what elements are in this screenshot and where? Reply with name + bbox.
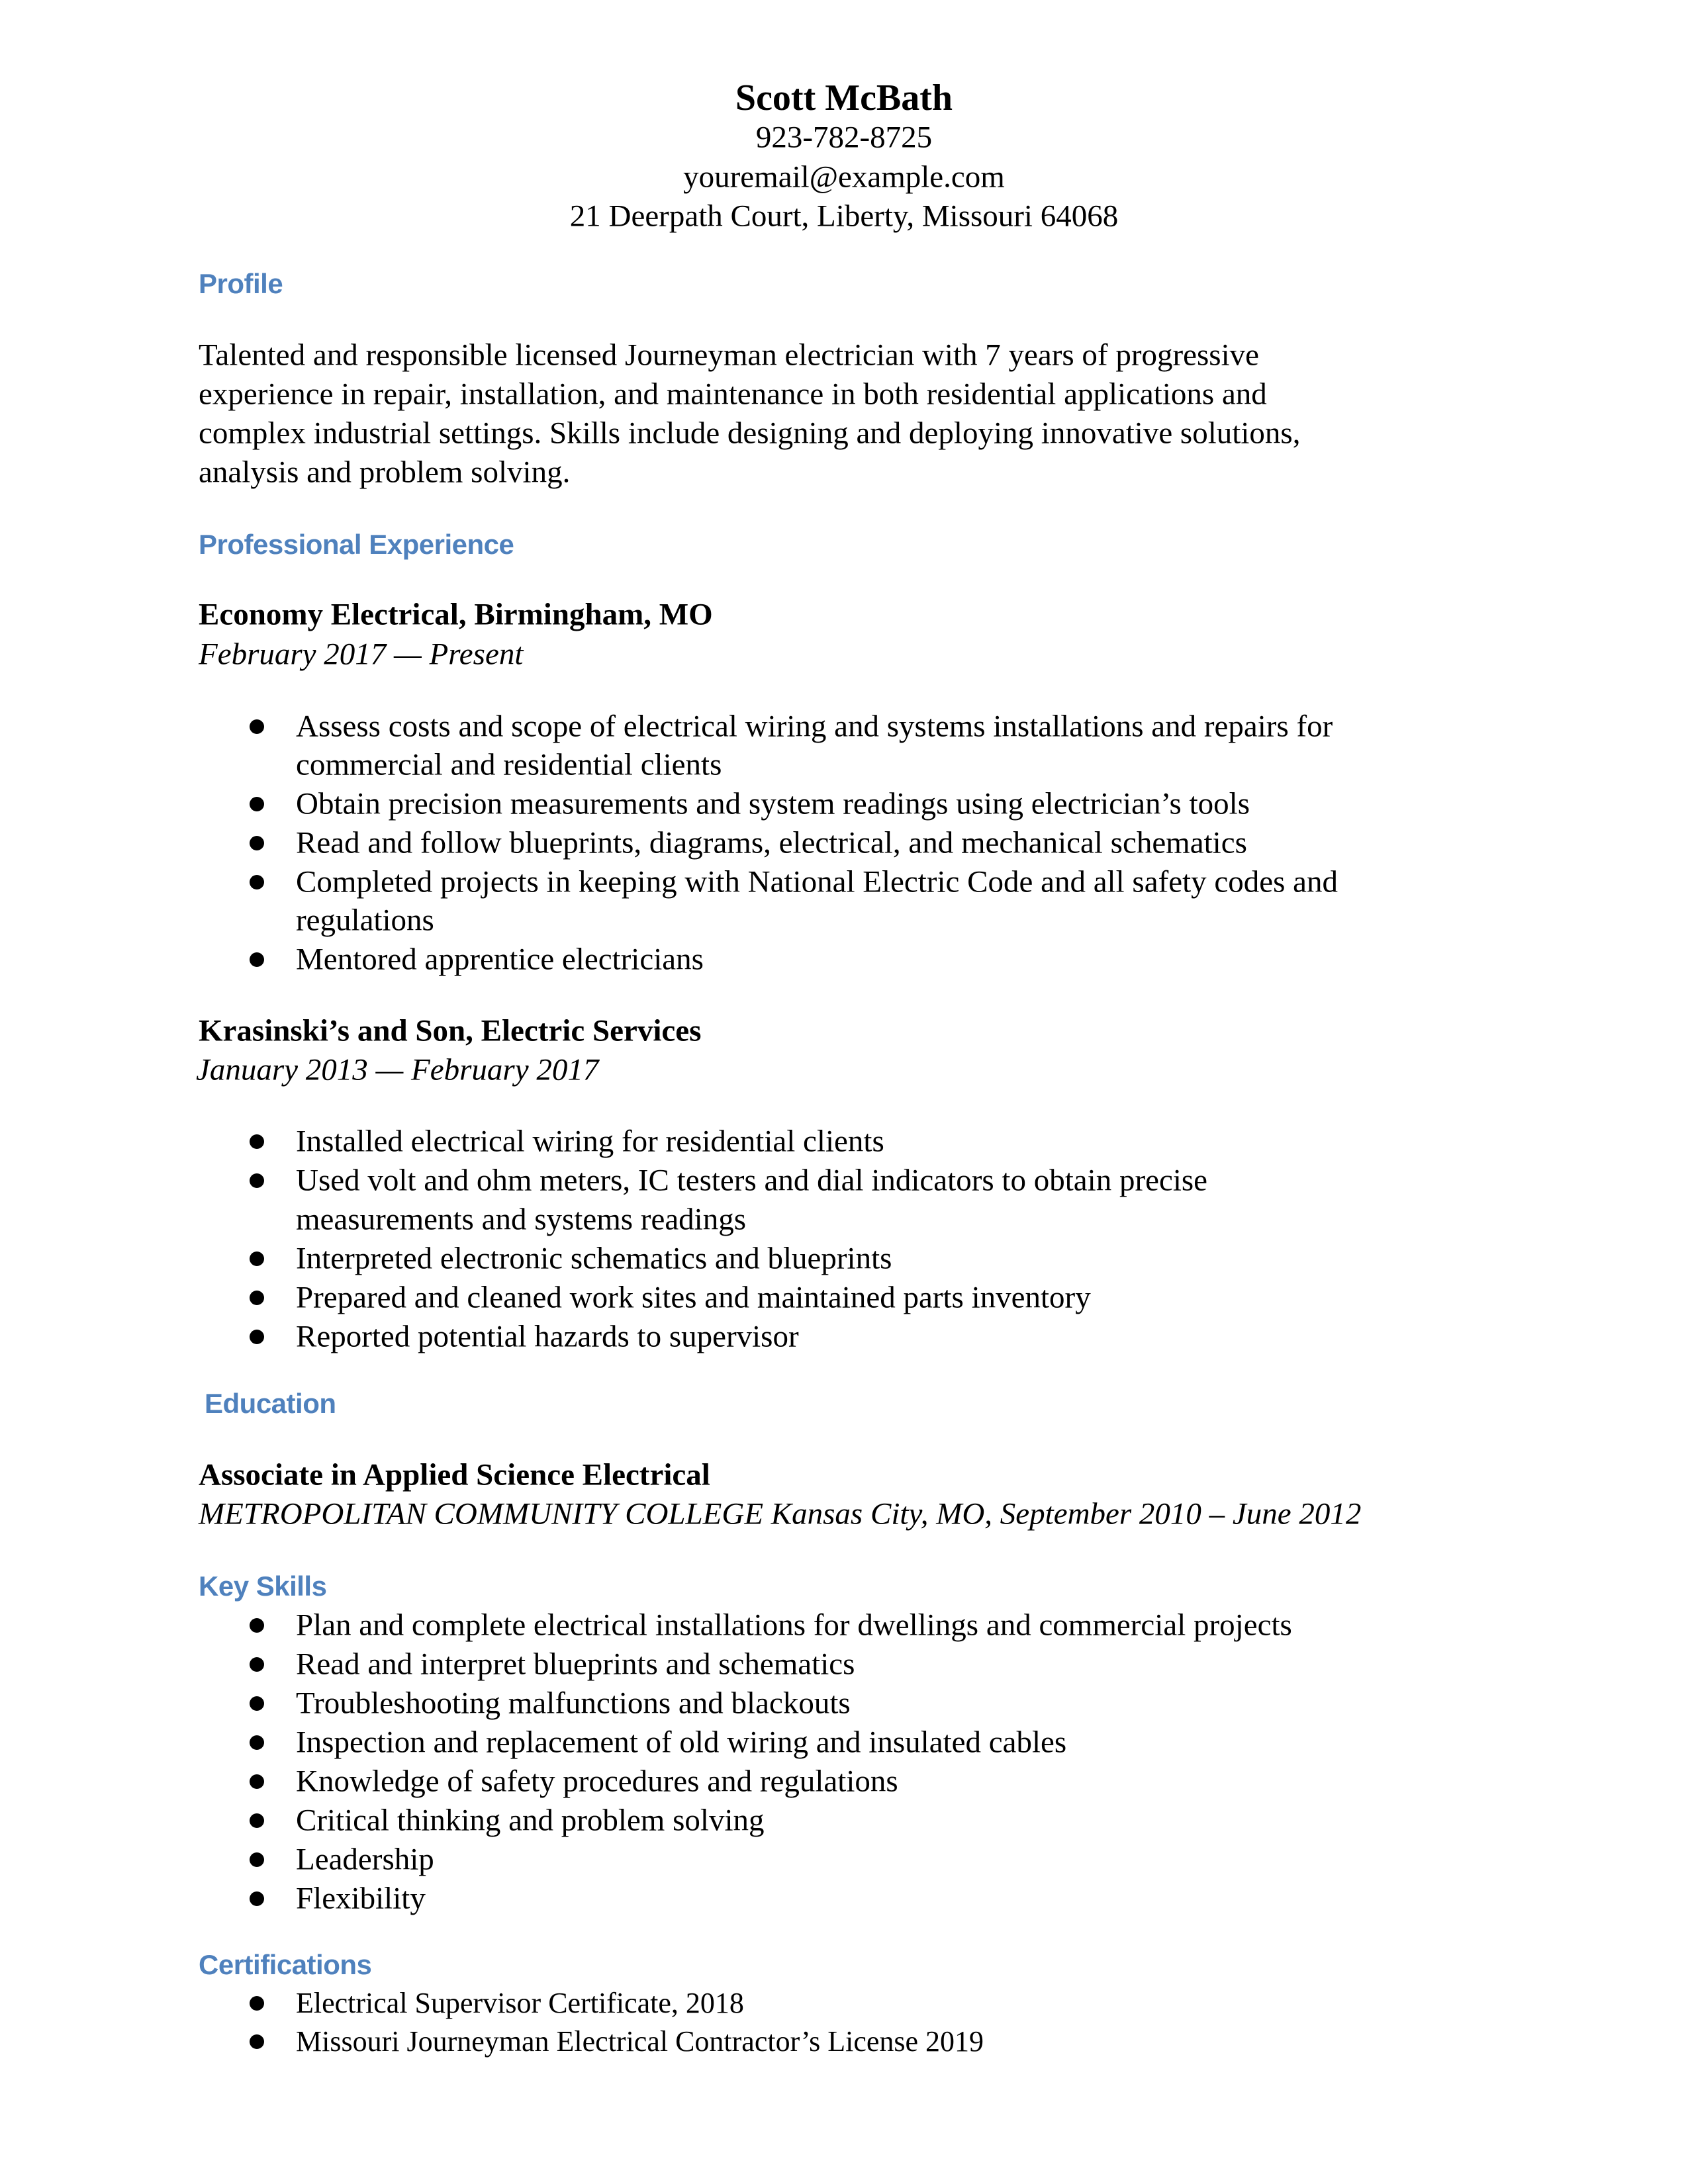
list-item-text: Prepared and cleaned work sites and maintained parts inventory	[296, 1280, 1091, 1315]
list-item-text: Used volt and ohm meters, IC testers and dial indicators to obtain precise	[296, 1163, 1208, 1198]
list-item-text: Obtain precision measurements and system readings using electrician’s tools	[296, 786, 1250, 821]
list-item-text: Inspection and replacement of old wiring and insulated cables	[296, 1725, 1067, 1760]
bullet-icon	[250, 719, 264, 734]
bullet-icon	[250, 1134, 264, 1149]
list-item-text: Missouri Journeyman Electrical Contractor’s License 2019	[296, 2025, 984, 2058]
list-item-text: Mentored apprentice electricians	[296, 942, 704, 977]
list-item-text: Plan and complete electrical installations for dwellings and commercial projects	[296, 1608, 1292, 1643]
list-item-text: measurements and systems readings	[296, 1202, 747, 1237]
degree-title: Associate in Applied Science Electrical	[199, 1457, 710, 1492]
bullet-icon	[250, 1657, 264, 1672]
list-item-text: Completed projects in keeping with National Electric Code and all safety codes and	[296, 864, 1338, 899]
bullet-icon	[250, 1813, 264, 1828]
list-item-text: Assess costs and scope of electrical wiring and systems installations and repairs for	[296, 709, 1333, 744]
section-heading-profile: Profile	[199, 268, 283, 299]
job-company: Krasinski’s and Son, Electric Services	[199, 1013, 702, 1048]
bullet-icon	[250, 1891, 264, 1906]
profile-line: analysis and problem solving.	[199, 455, 571, 490]
job-dates: February 2017 — Present	[199, 637, 524, 672]
bullet-icon	[250, 836, 264, 850]
bullet-icon	[250, 1618, 264, 1633]
bullet-icon	[250, 1173, 264, 1188]
list-item-text: Knowledge of safety procedures and regulations	[296, 1764, 898, 1799]
list-item-text: regulations	[296, 903, 434, 938]
candidate-name: Scott McBath	[735, 77, 953, 118]
list-item-text: Interpreted electronic schematics and blueprints	[296, 1241, 892, 1276]
profile-line: experience in repair, installation, and maintenance in both residential applications and	[199, 377, 1267, 412]
profile-line: Talented and responsible licensed Journeyman electrician with 7 years of progressive	[199, 338, 1259, 373]
school-details: METROPOLITAN COMMUNITY COLLEGE Kansas City, MO, September 2010 – June 2012	[199, 1496, 1362, 1531]
section-heading-certifications: Certifications	[199, 1949, 372, 1980]
list-item-text: Flexibility	[296, 1881, 426, 1916]
bullet-icon	[250, 875, 264, 889]
bullet-icon	[250, 1291, 264, 1305]
list-item-text: Critical thinking and problem solving	[296, 1803, 765, 1838]
bullet-icon	[250, 1330, 264, 1344]
street-address: 21 Deerpath Court, Liberty, Missouri 64068	[569, 199, 1119, 234]
bullet-icon	[250, 2034, 264, 2049]
list-item-text: Reported potential hazards to supervisor	[296, 1319, 799, 1354]
bullet-icon	[250, 1774, 264, 1789]
bullet-icon	[250, 1696, 264, 1711]
list-item-text: Leadership	[296, 1842, 434, 1877]
list-item-text: commercial and residential clients	[296, 747, 722, 782]
job-company: Economy Electrical, Birmingham, MO	[199, 597, 713, 632]
profile-line: complex industrial settings. Skills include designing and deploying innovative solutions,	[199, 416, 1301, 451]
list-item-text: Installed electrical wiring for residential clients	[296, 1124, 884, 1159]
bullet-icon	[250, 1251, 264, 1266]
list-item-text: Read and follow blueprints, diagrams, electrical, and mechanical schematics	[296, 825, 1247, 860]
bullet-icon	[250, 952, 264, 967]
phone-number: 923-782-8725	[755, 120, 933, 155]
list-item-text: Troubleshooting malfunctions and blackouts	[296, 1686, 851, 1721]
section-heading-education: Education	[205, 1388, 336, 1419]
list-item-text: Electrical Supervisor Certificate, 2018	[296, 1987, 744, 2019]
section-heading-experience: Professional Experience	[199, 529, 514, 560]
bullet-icon	[250, 1735, 264, 1750]
section-heading-skills: Key Skills	[199, 1570, 327, 1602]
bullet-icon	[250, 1852, 264, 1867]
job-dates: January 2013 — February 2017	[196, 1052, 599, 1087]
list-item-text: Read and interpret blueprints and schematics	[296, 1647, 855, 1682]
email-address: youremail@example.com	[683, 159, 1005, 195]
bullet-icon	[250, 797, 264, 811]
bullet-icon	[250, 1996, 264, 2011]
